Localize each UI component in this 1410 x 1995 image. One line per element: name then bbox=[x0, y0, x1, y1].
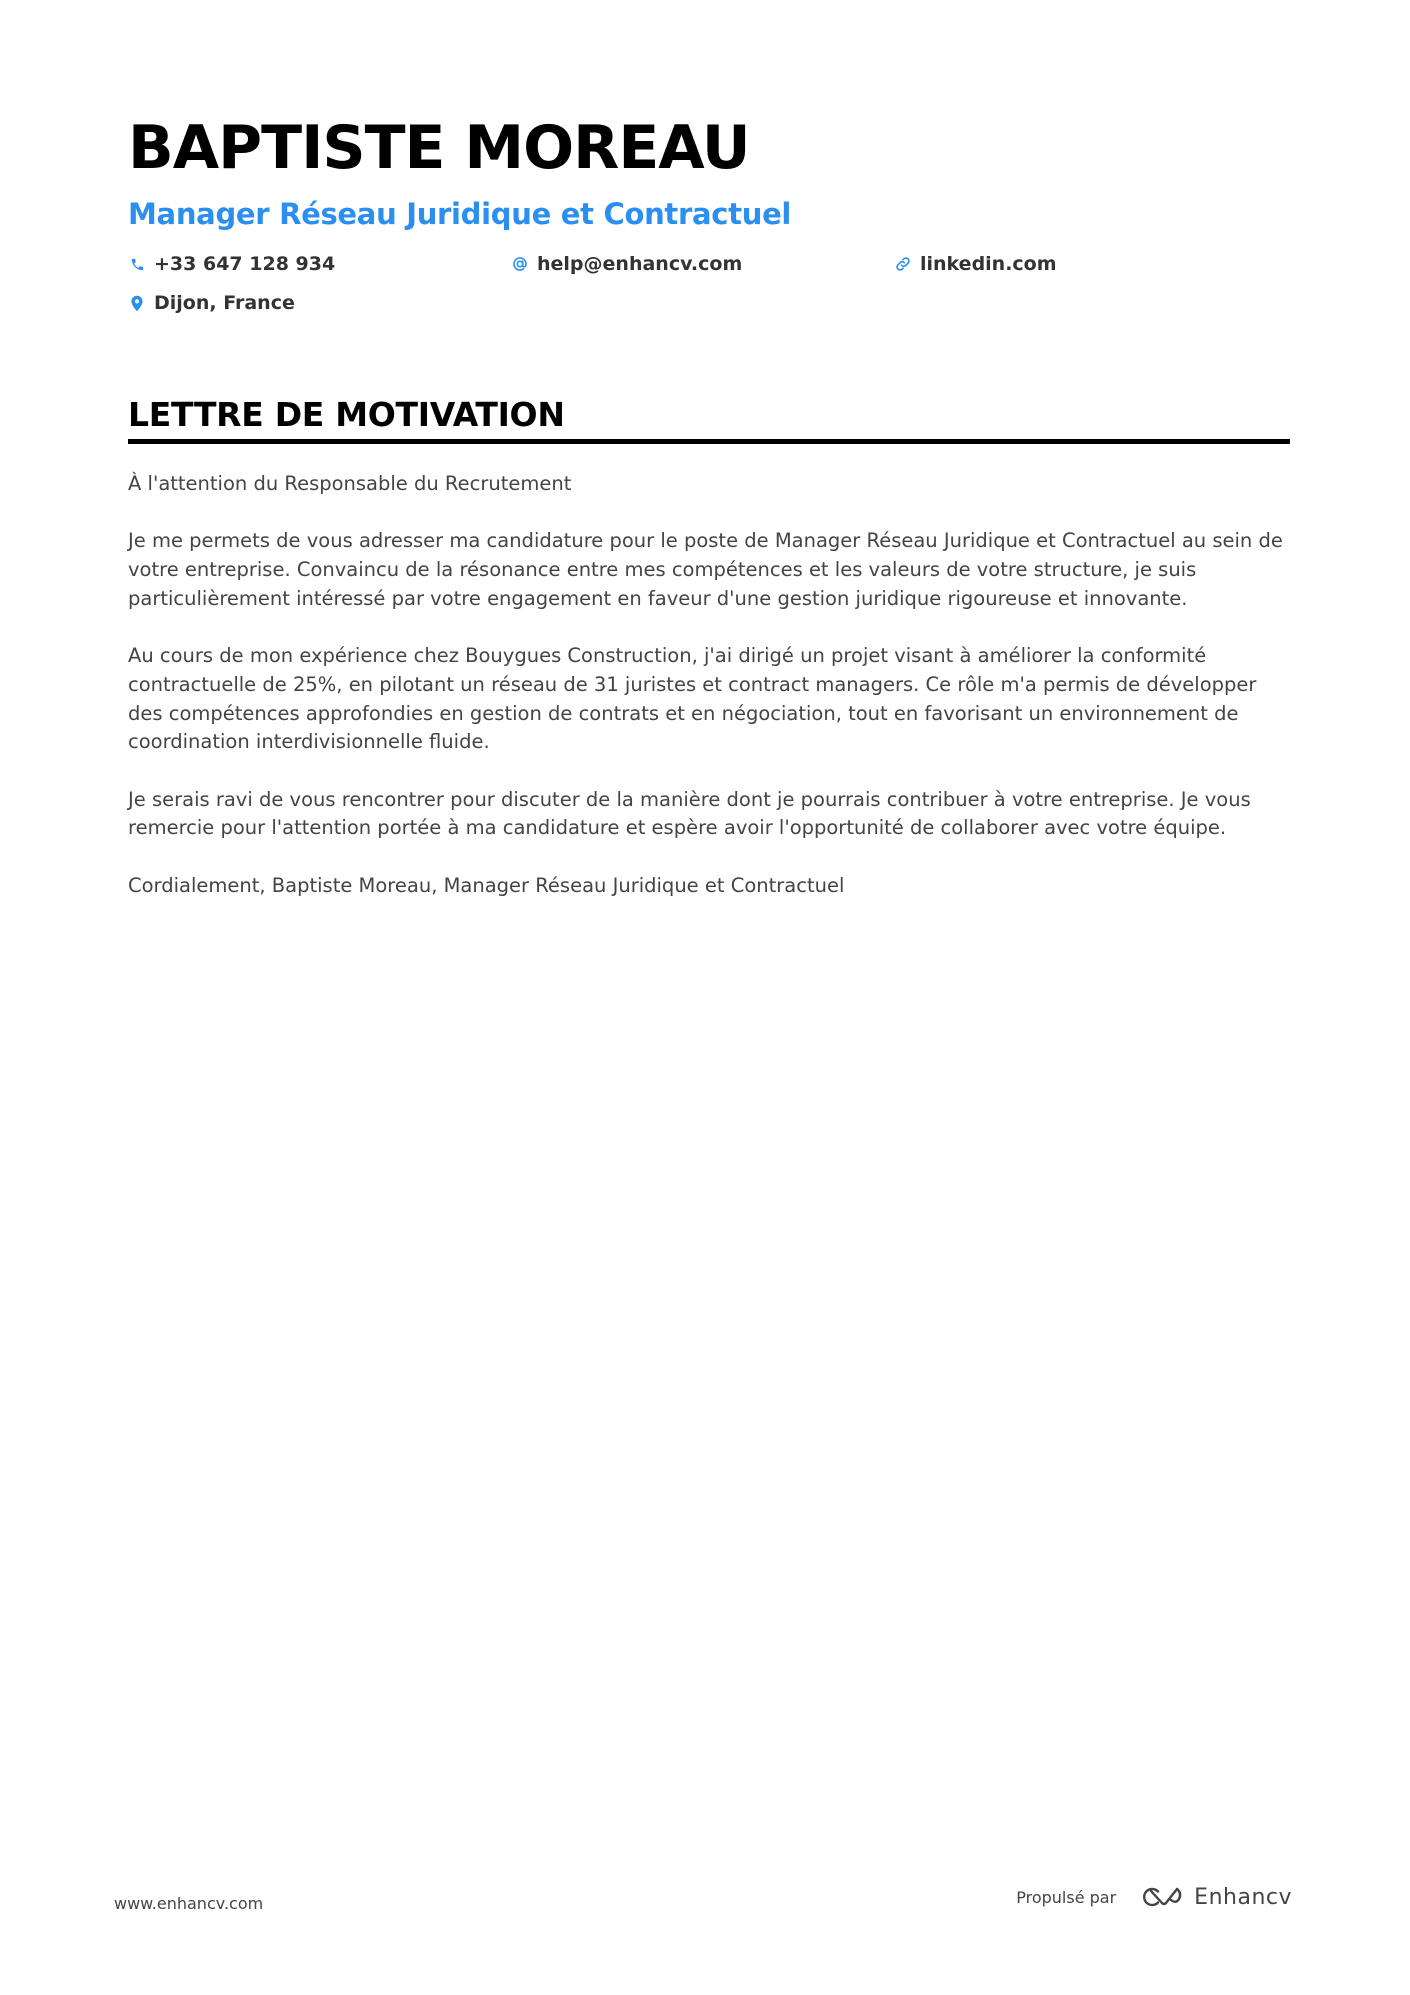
cover-letter-section bbox=[128, 395, 1290, 929]
location-text: Dijon, France bbox=[154, 292, 295, 314]
letter-paragraph: Je serais ravi de vous rencontrer pour discuter de la manière dont je pourrais contribuer à votre entreprise. Je vous remercie pour l'attention portée à ma candidature et espère avoir l'opportunité de collaborer avec votre équipe. bbox=[128, 787, 1251, 840]
powered-by-label: Propulsé par bbox=[1016, 1887, 1117, 1907]
contact-info bbox=[128, 250, 1288, 330]
header bbox=[128, 110, 1288, 330]
letter-paragraph: Je me permets de vous adresser ma candidature pour le poste de Manager Réseau Juridique et Contractuel au sein de votre entreprise. Convaincu de la résonance entre mes compétences et les valeurs de votre structure, je suis particulièrement intéressé par votre engagement en faveur d'une gestion juridique rigoureuse et innovante. bbox=[128, 529, 1283, 610]
email-text: help@enhancv.com bbox=[537, 253, 743, 275]
letter-salutation: À l'attention du Responsable du Recrutement bbox=[128, 472, 572, 495]
contact-linkedin[interactable] bbox=[894, 250, 1057, 278]
link-icon bbox=[894, 255, 912, 273]
contact-phone[interactable] bbox=[128, 250, 335, 278]
enhancv-logo-icon[interactable] bbox=[1138, 1884, 1292, 1910]
letter-body bbox=[128, 470, 1290, 900]
contact-location bbox=[128, 289, 295, 317]
footer-branding bbox=[1016, 1884, 1292, 1910]
map-pin-icon bbox=[128, 294, 146, 312]
footer-website[interactable]: www.enhancv.com bbox=[114, 1894, 264, 1913]
letter-paragraph: Au cours de mon expérience chez Bouygues Construction, j'ai dirigé un projet visant à améliorer la conformité contractuelle de 25%, en pilotant un réseau de 31 juristes et contract managers. Ce rôle m'a permis de développer des compétences approfondies en gestion de contrats et en négociation, tout en favorisant un environnement de coordination interdivisionnelle fluide. bbox=[128, 644, 1257, 754]
phone-text: +33 647 128 934 bbox=[154, 253, 336, 275]
section-divider bbox=[128, 439, 1290, 444]
job-title: Manager Réseau Juridique et Contractuel bbox=[128, 197, 792, 231]
letter-signature: Cordialement, Baptiste Moreau, Manager Réseau Juridique et Contractuel bbox=[128, 873, 845, 897]
phone-icon bbox=[128, 255, 146, 273]
linkedin-text: linkedin.com bbox=[920, 253, 1057, 275]
at-icon bbox=[511, 255, 529, 273]
section-title: LETTRE DE MOTIVATION bbox=[128, 395, 565, 434]
contact-email[interactable] bbox=[511, 250, 742, 278]
brand-name: Enhancv bbox=[1194, 1884, 1292, 1910]
candidate-name: BAPTISTE MOREAU bbox=[128, 113, 750, 183]
